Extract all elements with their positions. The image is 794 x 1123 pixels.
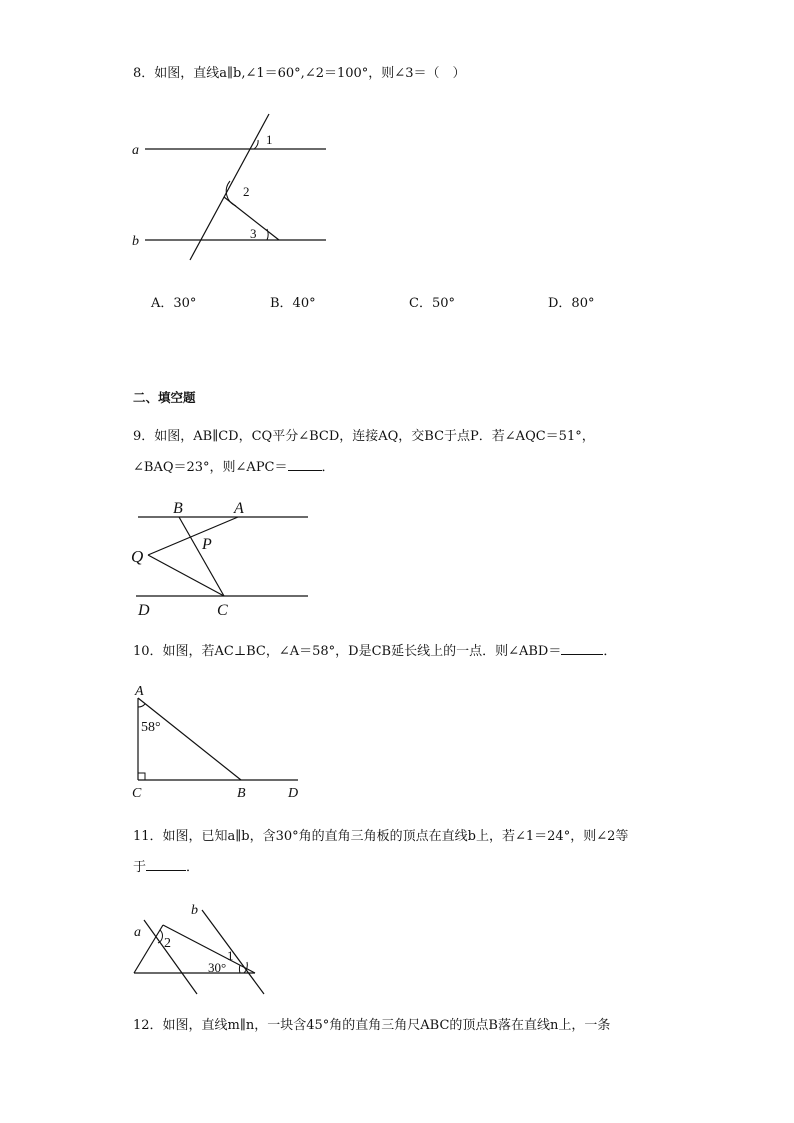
q8-figure (128, 108, 338, 268)
q10-label-d: D (288, 786, 299, 801)
q8-label-a: a (132, 143, 139, 158)
q8-label-2: 2 (243, 184, 250, 199)
q8-option-b[interactable]: B．40° (270, 296, 316, 311)
q11-figure (128, 898, 278, 998)
q10-right-angle-mark (138, 773, 145, 780)
q8-stem: 8．如图，直线a∥b,∠1＝60°,∠2＝100°，则∠3＝（ ） (133, 66, 466, 81)
q10-stem-end: ． (603, 644, 617, 659)
q9-stem-line2 (133, 457, 335, 478)
q11-label-1: 1 (227, 948, 234, 963)
q9-label-c: C (217, 602, 228, 619)
q9-segment-qa (148, 517, 238, 555)
q9-answer-blank[interactable] (288, 457, 322, 471)
q9-label-d: D (138, 602, 150, 619)
q9-stem-line1: 9．如图，AB∥CD，CQ平分∠BCD，连接AQ，交BC于点P．若∠AQC＝51°， (133, 429, 595, 444)
q11-stem-end: ． (186, 860, 200, 875)
q8-label-1: 1 (266, 132, 273, 147)
q10-answer-blank[interactable] (561, 641, 603, 655)
q10-label-c: C (132, 786, 142, 801)
q11-stem-text: 于 (133, 860, 147, 875)
q9-stem-text: ∠BAQ＝23°，则∠APC＝ (133, 460, 288, 475)
q9-label-a: A (234, 500, 244, 517)
q11-stem-line1: 11．如图，已知a∥b，含30°角的直角三角板的顶点在直线b上，若∠1＝24°，则∠2等 (133, 829, 629, 844)
q10-figure (128, 680, 318, 802)
q11-label-b: b (191, 903, 198, 918)
q10-label-b: B (237, 786, 246, 801)
q8-label-3: 3 (250, 226, 257, 241)
q9-label-p: P (202, 536, 212, 553)
q10-stem-text: 10．如图，若AC⊥BC，∠A＝58°，D是CB延长线上的一点．则∠ABD＝ (133, 644, 562, 659)
q9-figure (128, 496, 318, 626)
q11-label-2: 2 (164, 936, 171, 951)
q8-option-c[interactable]: C．50° (409, 296, 455, 311)
q10-label-a: A (135, 684, 144, 699)
q8-label-b: b (132, 234, 139, 249)
q9-stem-end: ． (321, 460, 335, 475)
section-title: 二、填空题 (133, 390, 196, 405)
q8-option-a[interactable]: A．30° (151, 296, 197, 311)
q11-label-30: 30° (208, 960, 227, 975)
q11-line-a (144, 920, 197, 994)
q10-angle-label: 58° (141, 720, 161, 735)
q12-stem: 12．如图，直线m∥n，一块含45°角的直角三角尺ABC的顶点B落在直线n上，一条 (133, 1018, 611, 1033)
q11-label-a: a (134, 925, 141, 940)
q11-stem-line2 (133, 857, 199, 878)
q10-side-ab (138, 698, 241, 780)
q9-label-b: B (173, 500, 183, 517)
q11-answer-blank[interactable] (146, 857, 186, 871)
q8-transversal (190, 114, 269, 260)
q9-label-q: Q (131, 547, 144, 566)
q10-stem (133, 641, 616, 662)
q8-option-d[interactable]: D．80° (548, 296, 595, 311)
